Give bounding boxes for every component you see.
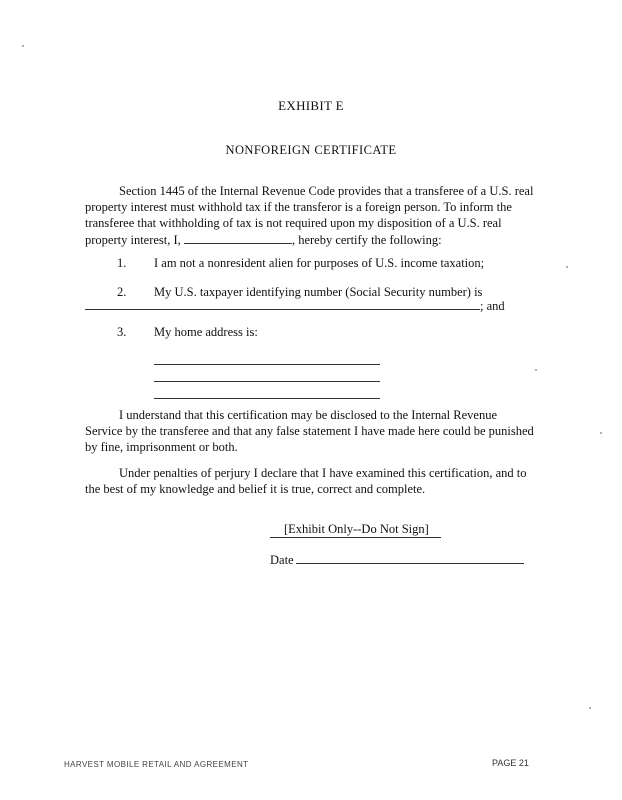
address-line-1 (154, 364, 380, 365)
scan-speck (535, 369, 537, 371)
scan-speck (589, 707, 591, 709)
item-2-number: 2. (117, 285, 127, 299)
footer-document-name: HARVEST MOBILE RETAIL AND AGREEMENT (64, 760, 249, 769)
certificate-title: NONFOREIGN CERTIFICATE (225, 143, 397, 157)
scan-speck (600, 432, 602, 434)
item-1 (117, 256, 484, 271)
scan-speck (22, 45, 24, 47)
item-3-text: My home address is: (154, 325, 258, 339)
item-2-tail: ; and (480, 299, 505, 313)
transferor-name-blank (184, 232, 292, 244)
date-row (270, 552, 524, 568)
signature-text: [Exhibit Only--Do Not Sign] (270, 522, 441, 538)
intro-paragraph (85, 183, 535, 248)
date-label: Date (270, 553, 294, 567)
footer-page-number: PAGE 21 (492, 758, 529, 768)
intro-tail: , hereby certify the following: (291, 232, 442, 247)
understand-text: I understand that this certification may be disclosed to the Internal Revenue Service by the transferee and that any false statement I have made here could be punished by fine, imprisonment or both. (85, 408, 534, 455)
item-3 (117, 325, 258, 340)
item-3-number: 3. (117, 325, 127, 339)
intro-text: Section 1445 of the Internal Revenue Code provides that a transferee of a U.S. real property interest must withhold tax if the transferor is a foreign person. To inform the transferee that withholding of tax is not required upon my disposition of a U.S. real property interest, I, (85, 184, 534, 247)
item-1-text: I am not a nonresident alien for purposes of U.S. income taxation; (154, 256, 485, 270)
scan-speck (566, 266, 568, 268)
item-1-number: 1. (117, 256, 127, 270)
exhibit-title: EXHIBIT E (278, 98, 344, 113)
penalty-text: Under penalties of perjury I declare that I have examined this certification, and to the best of my knowledge and belief it is true, correct and complete. (85, 466, 527, 497)
signature-block (270, 522, 441, 538)
ssn-blank (85, 298, 480, 310)
address-line-2 (154, 381, 380, 382)
ssn-line (85, 298, 505, 314)
address-line-3 (154, 398, 380, 399)
item-2-text: My U.S. taxpayer identifying number (Social Security number) is (154, 285, 483, 299)
understand-paragraph (85, 407, 535, 456)
penalty-paragraph (85, 465, 535, 497)
date-blank (296, 552, 524, 564)
